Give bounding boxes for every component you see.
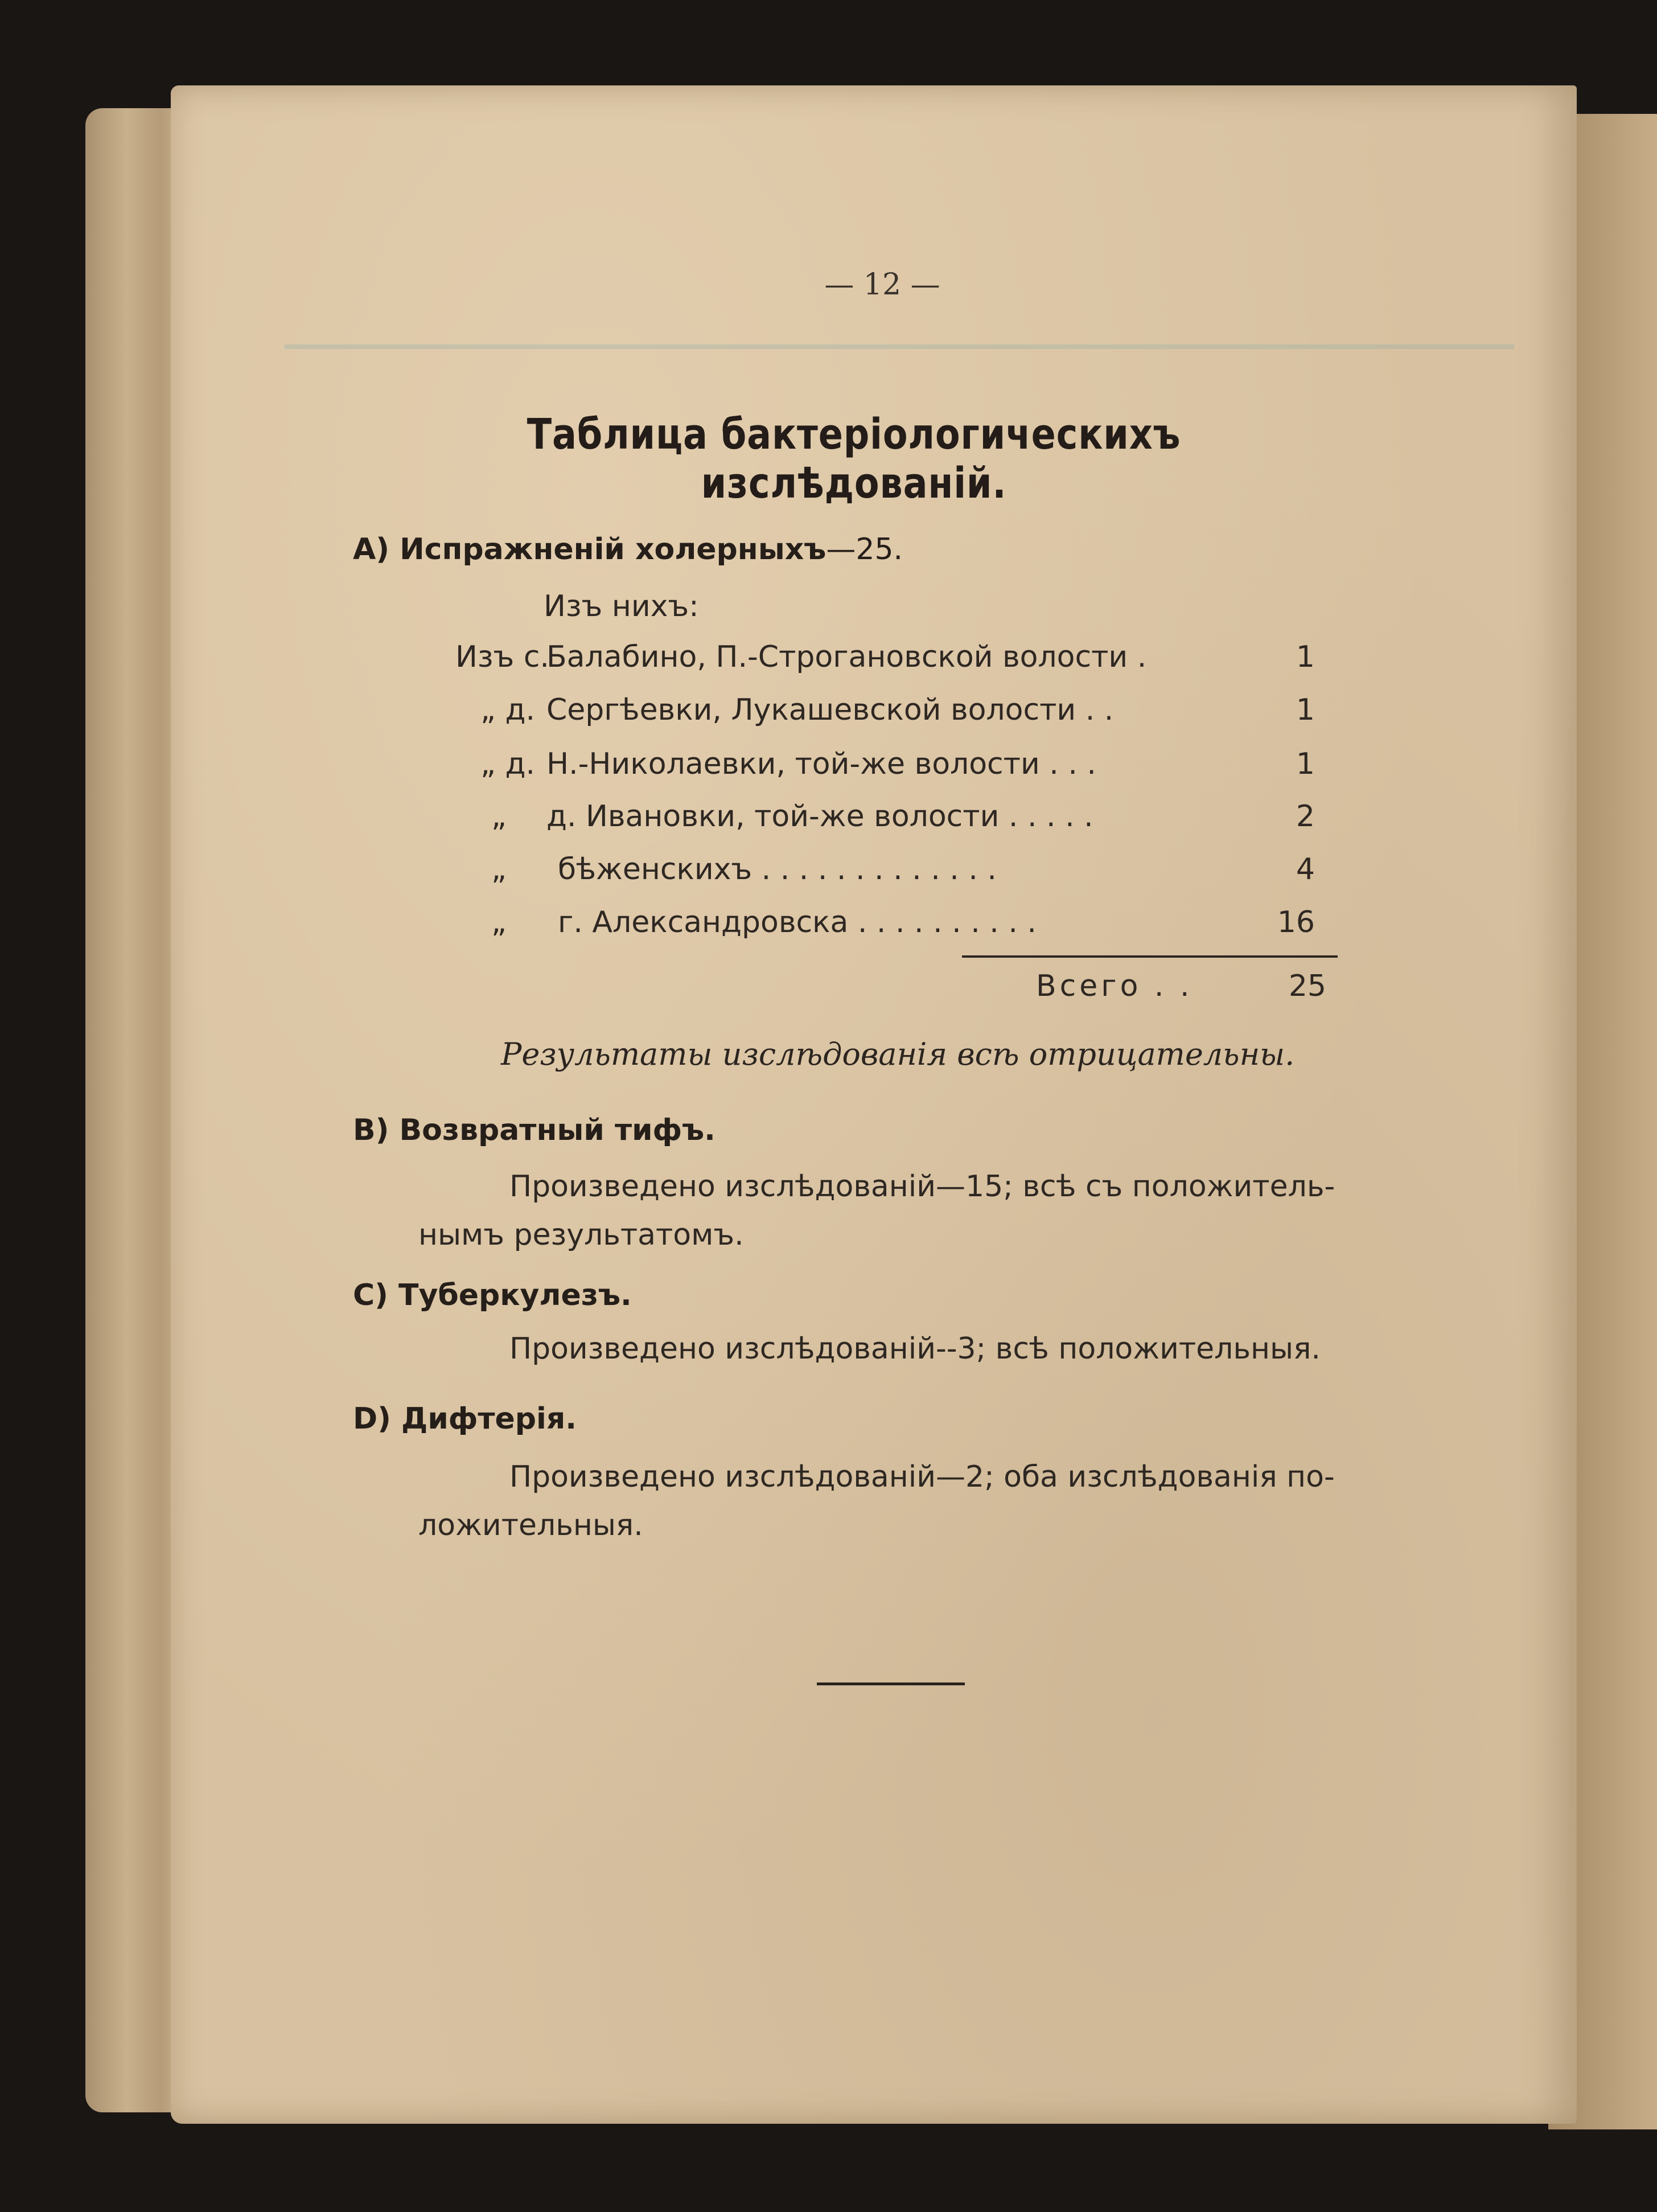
row-prefix: Изъ с.	[455, 640, 549, 674]
list-item	[455, 851, 1355, 888]
row-label: д. Ивановки, той-же волости . . . . .	[546, 799, 1093, 834]
row-label: бѣженскихъ . . . . . . . . . . . . .	[558, 852, 997, 887]
section-d-line-2: ложительныя.	[418, 1508, 643, 1542]
row-prefix: „	[491, 905, 507, 939]
section-b-title: Возвратный тифъ.	[399, 1113, 716, 1147]
section-c-letter: С)	[353, 1278, 388, 1312]
section-a-count: —25.	[826, 532, 903, 567]
section-d-heading	[353, 1402, 577, 1436]
section-d-line-1: Произведено изслѣдованій—2; оба изслѣдованія по-	[509, 1460, 1335, 1494]
row-value: 1	[1296, 747, 1315, 781]
results-note: Результаты изслѣдованія всѣ отрицательны.	[501, 1036, 1295, 1072]
total-value: 25	[1288, 969, 1326, 1003]
section-d-letter: D)	[353, 1402, 391, 1436]
row-label: Н.-Николаевки, той-же волости . . .	[546, 747, 1096, 781]
list-item	[455, 639, 1355, 675]
section-b-line-1: Произведено изслѣдованій—15; всѣ съ положитель-	[509, 1169, 1335, 1204]
end-rule	[817, 1682, 965, 1685]
section-c-heading	[353, 1278, 632, 1312]
row-label: Балабино, П.-Строгановской волости .	[546, 640, 1147, 674]
row-value: 1	[1296, 693, 1315, 727]
total-row	[1036, 968, 1332, 1004]
list-item	[455, 798, 1355, 835]
row-label: г. Александровска . . . . . . . . . .	[558, 905, 1037, 939]
total-label: Всего . .	[1036, 969, 1193, 1003]
list-item	[455, 904, 1355, 941]
row-prefix: „	[491, 799, 507, 834]
list-item	[455, 692, 1355, 728]
row-prefix: „	[491, 852, 507, 887]
row-value: 2	[1296, 799, 1315, 834]
row-value: 1	[1296, 640, 1315, 674]
total-rule	[962, 955, 1338, 958]
page-number: — 12 —	[824, 268, 940, 302]
section-b-line-2: нымъ результатомъ.	[418, 1218, 744, 1252]
section-a-heading	[353, 532, 903, 567]
row-prefix: „ д.	[480, 747, 535, 781]
row-value: 4	[1296, 852, 1315, 887]
section-c-title: Туберкулезъ.	[398, 1278, 632, 1312]
section-b-heading	[353, 1113, 716, 1147]
row-prefix: „ д.	[480, 693, 535, 727]
list-item	[455, 746, 1355, 782]
section-b-letter: В)	[353, 1113, 389, 1147]
section-a-letter: А)	[353, 532, 390, 567]
page-title: Таблица бактеріологическихъ изслѣдованій.	[527, 410, 1181, 508]
section-a-subhead: Изъ нихъ:	[544, 589, 699, 623]
row-value: 16	[1277, 905, 1315, 939]
section-a-title: Испражненій холерныхъ	[400, 532, 827, 567]
section-d-title: Дифтерія.	[401, 1402, 577, 1436]
row-label: Сергѣевки, Лукашевской волости . .	[546, 693, 1114, 727]
section-c-line-1: Произведено изслѣдованій--3; всѣ положительныя.	[509, 1332, 1321, 1366]
